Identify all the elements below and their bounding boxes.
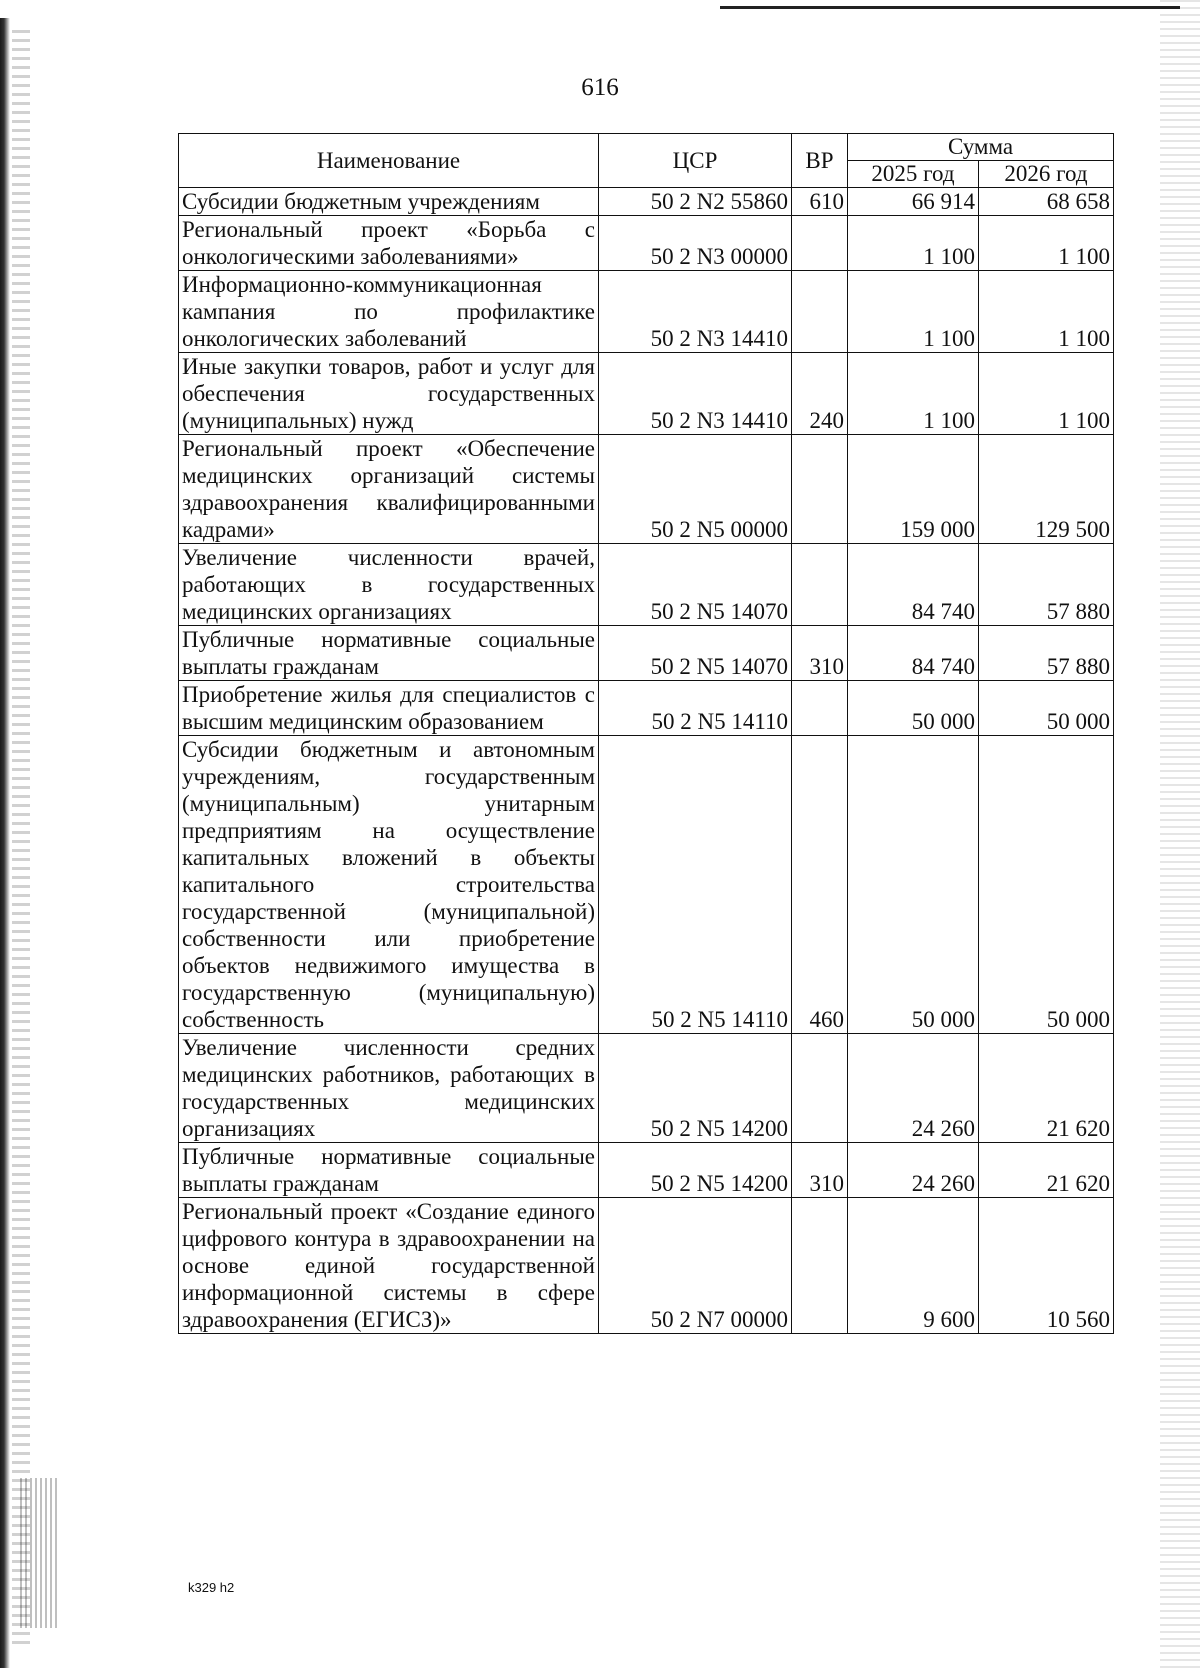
header-name: Наименование	[179, 134, 599, 188]
row-vr	[792, 435, 848, 544]
row-sum-2025: 1 100	[848, 353, 979, 435]
row-vr	[792, 544, 848, 626]
row-sum-2026: 1 100	[979, 353, 1114, 435]
page-number: 616	[581, 74, 619, 101]
row-sum-2025: 50 000	[848, 681, 979, 736]
table-row	[179, 736, 1114, 1034]
row-csr: 50 2 N3 14410	[599, 271, 792, 353]
row-name: Увеличение численности средних медицинских работников, работающих в государственных медицинских организациях	[179, 1034, 599, 1143]
table-row	[179, 216, 1114, 271]
scan-noise-right	[1160, 0, 1200, 1668]
row-csr: 50 2 N5 14110	[599, 736, 792, 1034]
table-row	[179, 353, 1114, 435]
row-sum-2025: 84 740	[848, 544, 979, 626]
header-vr: ВР	[792, 134, 848, 188]
row-sum-2026: 1 100	[979, 216, 1114, 271]
row-sum-2026: 50 000	[979, 681, 1114, 736]
row-csr: 50 2 N2 55860	[599, 188, 792, 216]
row-csr: 50 2 N5 14070	[599, 544, 792, 626]
row-sum-2025: 159 000	[848, 435, 979, 544]
row-sum-2025: 9 600	[848, 1198, 979, 1334]
table-row	[179, 435, 1114, 544]
scan-noise	[12, 30, 30, 1650]
row-sum-2026: 21 620	[979, 1034, 1114, 1143]
header-year-2025: 2025 год	[848, 161, 979, 188]
row-vr	[792, 1034, 848, 1143]
row-name: Региональный проект «Борьба с онкологическими заболеваниями»	[179, 216, 599, 271]
row-sum-2025: 66 914	[848, 188, 979, 216]
row-vr: 240	[792, 353, 848, 435]
row-name: Приобретение жилья для специалистов с высшим медицинским образованием	[179, 681, 599, 736]
row-sum-2025: 1 100	[848, 216, 979, 271]
table-row	[179, 681, 1114, 736]
row-name: Региональный проект «Создание единого цифрового контура в здравоохранении на основе единой государственной информационной системы в сфере здравоохранения (ЕГИСЗ)»	[179, 1198, 599, 1334]
scan-noise-bottom-left	[20, 1478, 60, 1628]
row-name: Региональный проект «Обеспечение медицинских организаций системы здравоохранения квалифицированными кадрами»	[179, 435, 599, 544]
row-sum-2025: 50 000	[848, 736, 979, 1034]
row-sum-2025: 1 100	[848, 271, 979, 353]
row-vr: 460	[792, 736, 848, 1034]
row-csr: 50 2 N5 14110	[599, 681, 792, 736]
row-csr: 50 2 N5 14200	[599, 1143, 792, 1198]
row-vr: 310	[792, 1143, 848, 1198]
row-csr: 50 2 N3 00000	[599, 216, 792, 271]
row-csr: 50 2 N3 14410	[599, 353, 792, 435]
table-row	[179, 271, 1114, 353]
header-csr: ЦСР	[599, 134, 792, 188]
row-csr: 50 2 N5 00000	[599, 435, 792, 544]
table-row	[179, 626, 1114, 681]
row-sum-2026: 50 000	[979, 736, 1114, 1034]
row-name: Субсидии бюджетным учреждениям	[179, 188, 599, 216]
header-sum: Сумма	[848, 134, 1114, 161]
header-year-2026: 2026 год	[979, 161, 1114, 188]
row-sum-2026: 21 620	[979, 1143, 1114, 1198]
row-vr	[792, 271, 848, 353]
row-sum-2026: 10 560	[979, 1198, 1114, 1334]
table-row	[179, 188, 1114, 216]
row-vr	[792, 681, 848, 736]
table-row	[179, 1034, 1114, 1143]
row-name: Субсидии бюджетным и автономным учреждениям, государственным (муниципальным) унитарным предприятиям на осуществление капитальных вложений в объекты капитального строительства государственной (муниципальной) собственности или приобретение объектов недвижимого имущества в государственную (муниципальную) собственность	[179, 736, 599, 1034]
table-row	[179, 1143, 1114, 1198]
row-vr: 310	[792, 626, 848, 681]
row-name: Увеличение численности врачей, работающих в государственных медицинских организациях	[179, 544, 599, 626]
row-sum-2025: 24 260	[848, 1143, 979, 1198]
row-sum-2026: 57 880	[979, 544, 1114, 626]
row-name: Иные закупки товаров, работ и услуг для обеспечения государственных (муниципальных) нужд	[179, 353, 599, 435]
table-row	[179, 1198, 1114, 1334]
row-name: Публичные нормативные социальные выплаты гражданам	[179, 1143, 599, 1198]
footer-code: k329 h2	[188, 1580, 235, 1595]
row-sum-2025: 84 740	[848, 626, 979, 681]
row-vr: 610	[792, 188, 848, 216]
row-sum-2026: 68 658	[979, 188, 1114, 216]
row-sum-2026: 1 100	[979, 271, 1114, 353]
row-vr	[792, 216, 848, 271]
row-name: Публичные нормативные социальные выплаты гражданам	[179, 626, 599, 681]
row-csr: 50 2 N7 00000	[599, 1198, 792, 1334]
row-sum-2026: 129 500	[979, 435, 1114, 544]
budget-table	[178, 133, 1114, 1334]
row-csr: 50 2 N5 14070	[599, 626, 792, 681]
row-csr: 50 2 N5 14200	[599, 1034, 792, 1143]
scan-edge-shadow	[0, 18, 10, 1668]
scan-top-edge	[720, 6, 1180, 9]
table-row	[179, 544, 1114, 626]
row-vr	[792, 1198, 848, 1334]
row-sum-2025: 24 260	[848, 1034, 979, 1143]
row-name: Информационно-коммуникационная кампания по профилактике онкологических заболеваний	[179, 271, 599, 353]
row-sum-2026: 57 880	[979, 626, 1114, 681]
